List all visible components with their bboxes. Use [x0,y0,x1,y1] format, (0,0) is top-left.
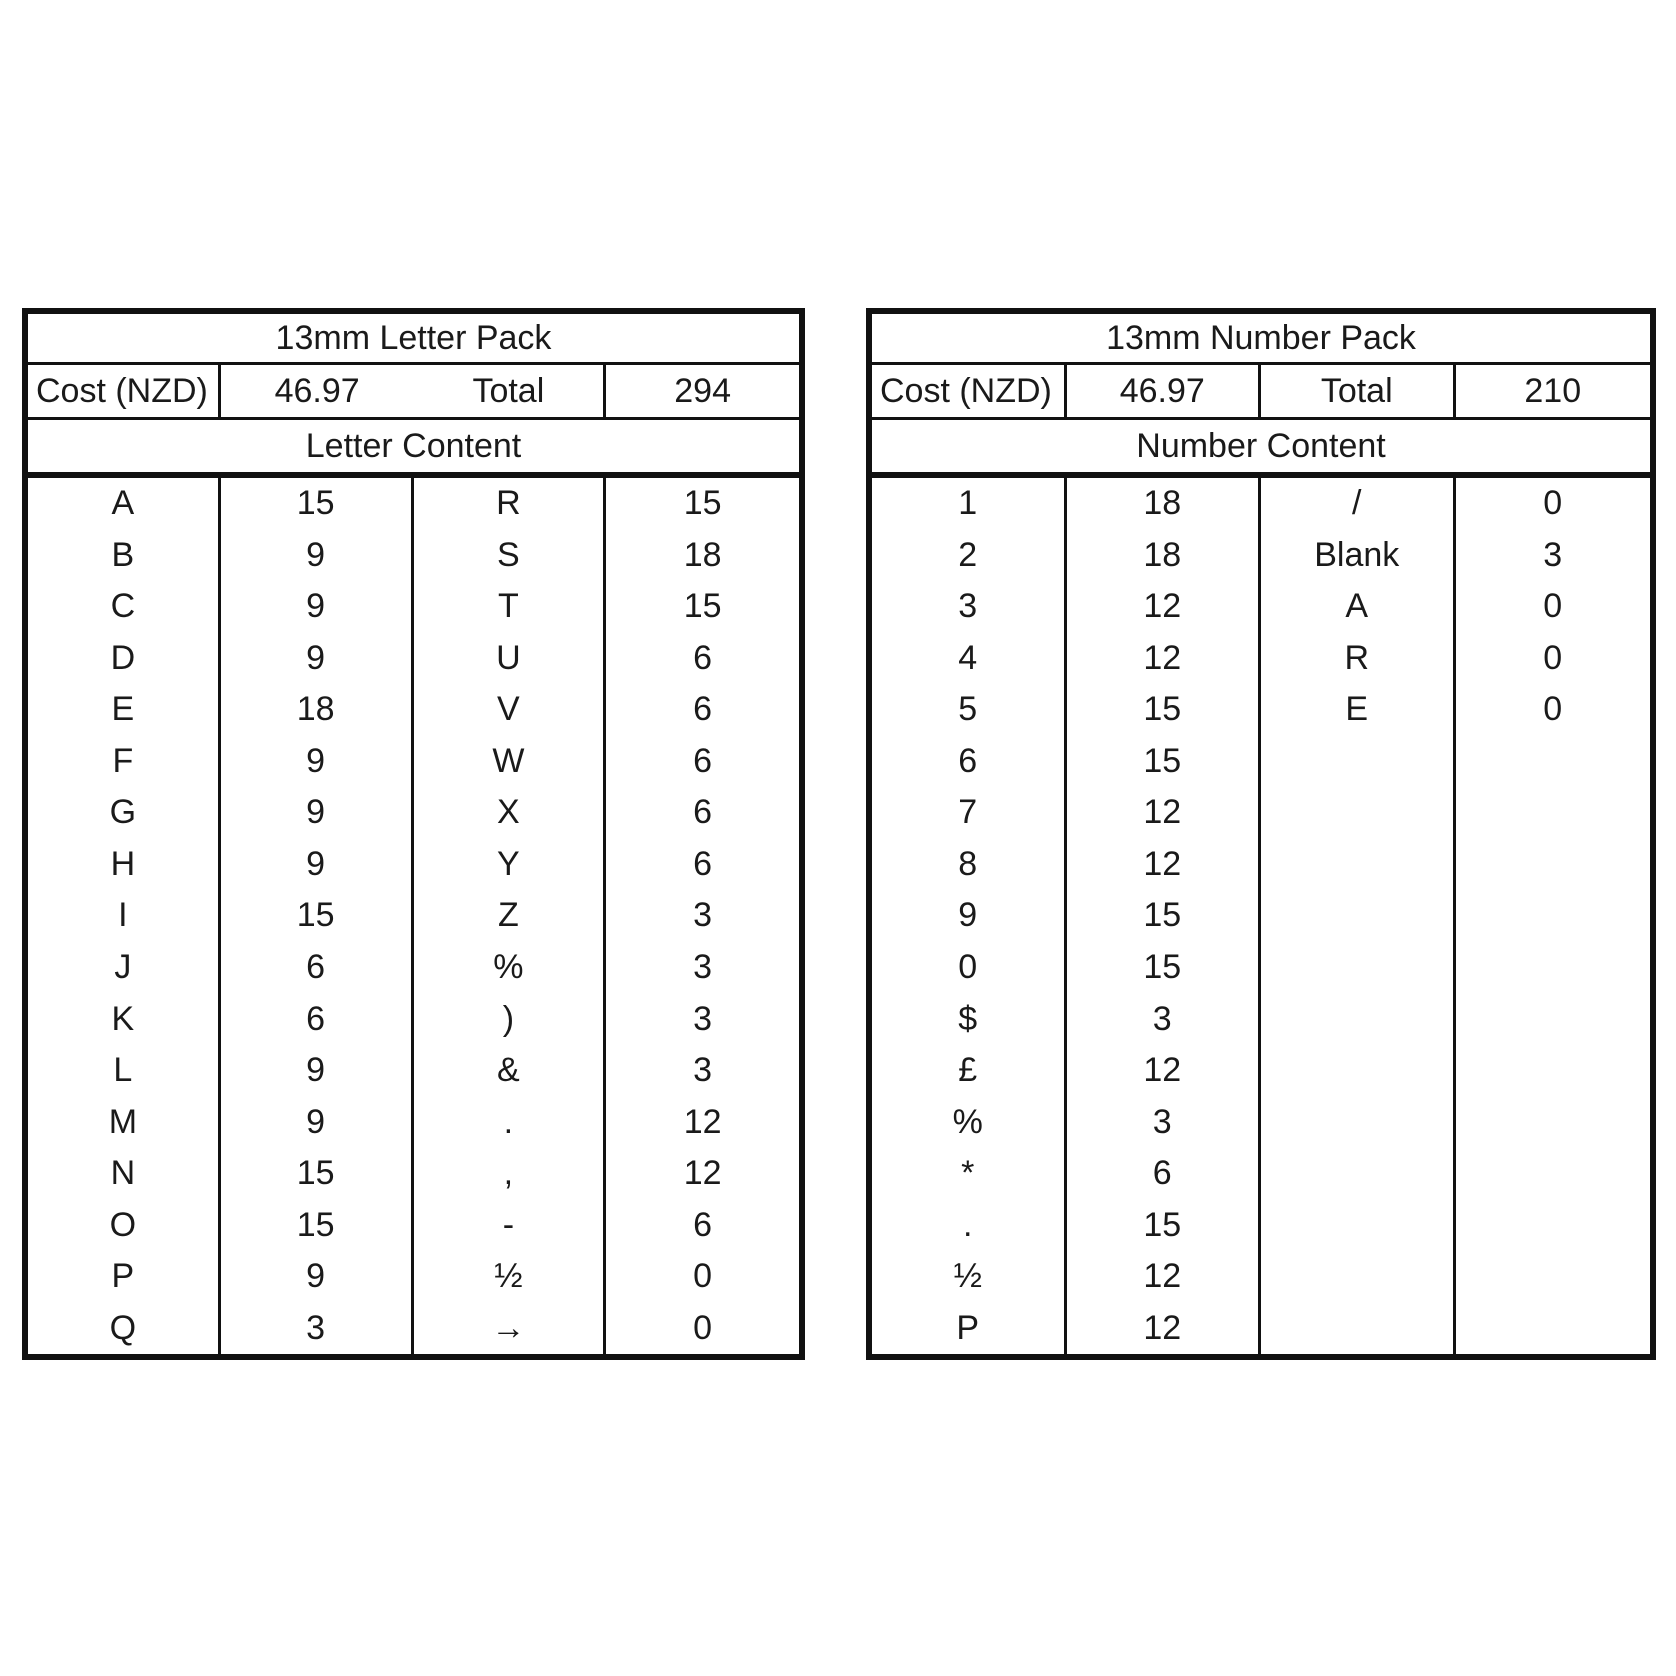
number-cell-r10-c3 [1261,942,1456,994]
letter-cell-r12-c1: L [28,1045,221,1097]
letter-cell-r8-c2: 9 [221,839,414,891]
letter-cell-r8-c3: Y [414,839,607,891]
number-cell-r15-c4 [1456,1199,1651,1251]
letter-pack-table [22,308,805,1360]
number-cell-r8-c3 [1261,839,1456,891]
letter-cell-r17-c4: 0 [693,1308,713,1347]
number-pack-body [872,478,1650,1354]
number-pack-cost-row [872,365,1650,420]
letter-cell-r10-c3: % [414,942,607,994]
letter-cell-r11-c4: 3 [693,999,713,1038]
letter-cell-r2-c1: B [28,530,221,582]
number-cell-r5-c4: 0 [1543,690,1563,729]
letter-pack-title: 13mm Letter Pack [275,318,552,357]
letter-cell-r16-c4: 0 [693,1257,713,1296]
number-cell-r11-c1: $ [872,993,1067,1045]
letter-cost-label: Cost (NZD) [28,365,221,417]
number-cell-r9-c4 [1456,890,1651,942]
letter-cell-r6-c3: W [414,736,607,788]
number-cell-r2-c2: 18 [1067,530,1262,582]
letter-cell-r13-c1: M [28,1096,221,1148]
number-cell-r15-c3 [1261,1199,1456,1251]
letter-cell-r7-c4: 6 [693,793,713,832]
number-cell-r10-c4 [1456,942,1651,994]
letter-cell-r5-c4: 6 [693,690,713,729]
letter-cell-r14-c1: N [28,1148,221,1200]
number-cell-r4-c1: 4 [872,633,1067,685]
letter-cell-r13-c4: 12 [683,1102,722,1141]
number-cell-r10-c2: 15 [1067,942,1262,994]
letter-cell-r7-c3: X [414,787,607,839]
number-cost-label: Cost (NZD) [872,365,1067,417]
letter-cell-r6-c1: F [28,736,221,788]
letter-cell-r15-c4: 6 [693,1205,713,1244]
number-cell-r3-c2: 12 [1067,581,1262,633]
letter-cell-r16-c3: ½ [414,1251,607,1303]
number-cell-r12-c2: 12 [1067,1045,1262,1097]
letter-cell-r12-c2: 9 [221,1045,414,1097]
number-cell-r12-c1: £ [872,1045,1067,1097]
letter-cell-r11-c2: 6 [221,993,414,1045]
number-cell-r11-c3 [1261,993,1456,1045]
letter-cell-r8-c1: H [28,839,221,891]
letter-cell-r3-c2: 9 [221,581,414,633]
number-cell-r5-c2: 15 [1067,684,1262,736]
number-pack-title-row [872,314,1650,365]
number-cell-r16-c2: 12 [1067,1251,1262,1303]
letter-cell-r10-c4: 3 [693,948,713,987]
letter-cell-r12-c3: & [414,1045,607,1097]
number-content-label: Number Content [1136,426,1386,465]
number-cell-r17-c3 [1261,1302,1456,1354]
number-total-value: 210 [1524,371,1582,410]
number-cell-r13-c4 [1456,1096,1651,1148]
letter-cell-r11-c3: ) [414,993,607,1045]
number-cell-r11-c2: 3 [1067,993,1262,1045]
number-cell-r2-c3: Blank [1261,530,1456,582]
letter-cell-r2-c4: 18 [683,535,722,574]
number-cell-r3-c3: A [1261,581,1456,633]
letter-cell-r10-c2: 6 [221,942,414,994]
number-cell-r15-c2: 15 [1067,1199,1262,1251]
letter-cell-r4-c3: U [414,633,607,685]
number-cell-r17-c1: P [872,1302,1067,1354]
number-cell-r6-c3 [1261,736,1456,788]
letter-cell-r16-c1: P [28,1251,221,1303]
number-cell-r2-c1: 2 [872,530,1067,582]
letter-cell-r2-c2: 9 [221,530,414,582]
number-cell-r6-c1: 6 [872,736,1067,788]
letter-cell-r3-c3: T [414,581,607,633]
letter-cell-r15-c1: O [28,1199,221,1251]
number-cell-r4-c3: R [1261,633,1456,685]
letter-pack-title-row [28,314,799,365]
number-total-label: Total [1261,365,1456,417]
letter-cell-r5-c1: E [28,684,221,736]
number-cell-r16-c3 [1261,1251,1456,1303]
number-cell-r12-c3 [1261,1045,1456,1097]
number-cell-r3-c1: 3 [872,581,1067,633]
letter-cell-r5-c3: V [414,684,607,736]
letter-cell-r13-c2: 9 [221,1096,414,1148]
letter-cell-r6-c4: 6 [693,741,713,780]
letter-cell-r4-c4: 6 [693,638,713,677]
number-cell-r11-c4 [1456,993,1651,1045]
letter-cell-r3-c1: C [28,581,221,633]
letter-cell-r4-c1: D [28,633,221,685]
letter-pack-cost-row [28,365,799,420]
letter-cell-r15-c3: - [414,1199,607,1251]
letter-cell-r1-c4: 15 [683,484,722,523]
letter-cell-r9-c2: 15 [221,890,414,942]
number-cell-r13-c3 [1261,1096,1456,1148]
number-cell-r9-c3 [1261,890,1456,942]
number-cost-value: 46.97 [1067,365,1262,417]
number-cell-r4-c2: 12 [1067,633,1262,685]
letter-cell-r9-c4: 3 [693,896,713,935]
number-cell-r7-c4 [1456,787,1651,839]
letter-cell-r14-c3: , [414,1148,607,1200]
letter-cell-r17-c2: 3 [221,1302,414,1354]
letter-cell-r14-c2: 15 [221,1148,414,1200]
letter-cell-r10-c1: J [28,942,221,994]
letter-cell-r7-c1: G [28,787,221,839]
letter-cell-r5-c2: 18 [221,684,414,736]
number-cell-r9-c2: 15 [1067,890,1262,942]
number-cell-r2-c4: 3 [1543,535,1563,574]
number-cell-r1-c3: / [1261,478,1456,530]
letter-cell-r8-c4: 6 [693,844,713,883]
number-cell-r13-c2: 3 [1067,1096,1262,1148]
letter-cell-r6-c2: 9 [221,736,414,788]
letter-cost-value: 46.97 [274,371,360,410]
number-pack-title: 13mm Number Pack [1106,318,1416,357]
number-content-header [872,420,1650,478]
letter-cell-r7-c2: 9 [221,787,414,839]
number-cell-r5-c1: 5 [872,684,1067,736]
letter-cell-r1-c2: 15 [221,478,414,530]
letter-cell-r17-c3: → [414,1302,607,1354]
number-cell-r10-c1: 0 [872,942,1067,994]
number-cell-r8-c2: 12 [1067,839,1262,891]
number-cell-r8-c4 [1456,839,1651,891]
number-cell-r1-c4: 0 [1543,484,1563,523]
number-cell-r7-c3 [1261,787,1456,839]
letter-cell-r16-c2: 9 [221,1251,414,1303]
letter-total-label: Total [414,365,607,417]
letter-cell-r9-c1: I [28,890,221,942]
number-cell-r14-c4 [1456,1148,1651,1200]
letter-cell-r12-c4: 3 [693,1051,713,1090]
letter-total-value: 294 [674,371,731,410]
number-cell-r8-c1: 8 [872,839,1067,891]
number-cell-r17-c4 [1456,1302,1651,1354]
letter-cell-r15-c2: 15 [221,1199,414,1251]
number-cell-r9-c1: 9 [872,890,1067,942]
letter-cell-r3-c4: 15 [683,587,722,626]
number-cell-r6-c2: 15 [1067,736,1262,788]
letter-cell-r1-c3: R [414,478,607,530]
number-cell-r6-c4 [1456,736,1651,788]
letter-cell-r11-c1: K [28,993,221,1045]
letter-pack-body [28,478,799,1354]
letter-cell-r9-c3: Z [414,890,607,942]
letter-content-header [28,420,799,478]
letter-cell-r13-c3: . [414,1096,607,1148]
letter-cell-r2-c3: S [414,530,607,582]
number-cell-r14-c3 [1261,1148,1456,1200]
number-cell-r16-c1: ½ [872,1251,1067,1303]
letter-cell-r17-c1: Q [28,1302,221,1354]
letter-content-label: Letter Content [305,426,522,465]
number-cell-r14-c1: * [872,1148,1067,1200]
number-cell-r7-c1: 7 [872,787,1067,839]
letter-cell-r1-c1: A [28,478,221,530]
number-cell-r17-c2: 12 [1067,1302,1262,1354]
number-cell-r16-c4 [1456,1251,1651,1303]
number-cell-r1-c1: 1 [872,478,1067,530]
number-cell-r14-c2: 6 [1067,1148,1262,1200]
number-cell-r12-c4 [1456,1045,1651,1097]
number-cell-r15-c1: . [872,1199,1067,1251]
number-cell-r13-c1: % [872,1096,1067,1148]
number-cell-r3-c4: 0 [1543,587,1563,626]
letter-cell-r4-c2: 9 [221,633,414,685]
number-cell-r7-c2: 12 [1067,787,1262,839]
number-cell-r5-c3: E [1261,684,1456,736]
number-pack-table [866,308,1656,1360]
number-cell-r4-c4: 0 [1543,638,1563,677]
letter-cell-r14-c4: 12 [683,1154,722,1193]
number-cell-r1-c2: 18 [1067,478,1262,530]
